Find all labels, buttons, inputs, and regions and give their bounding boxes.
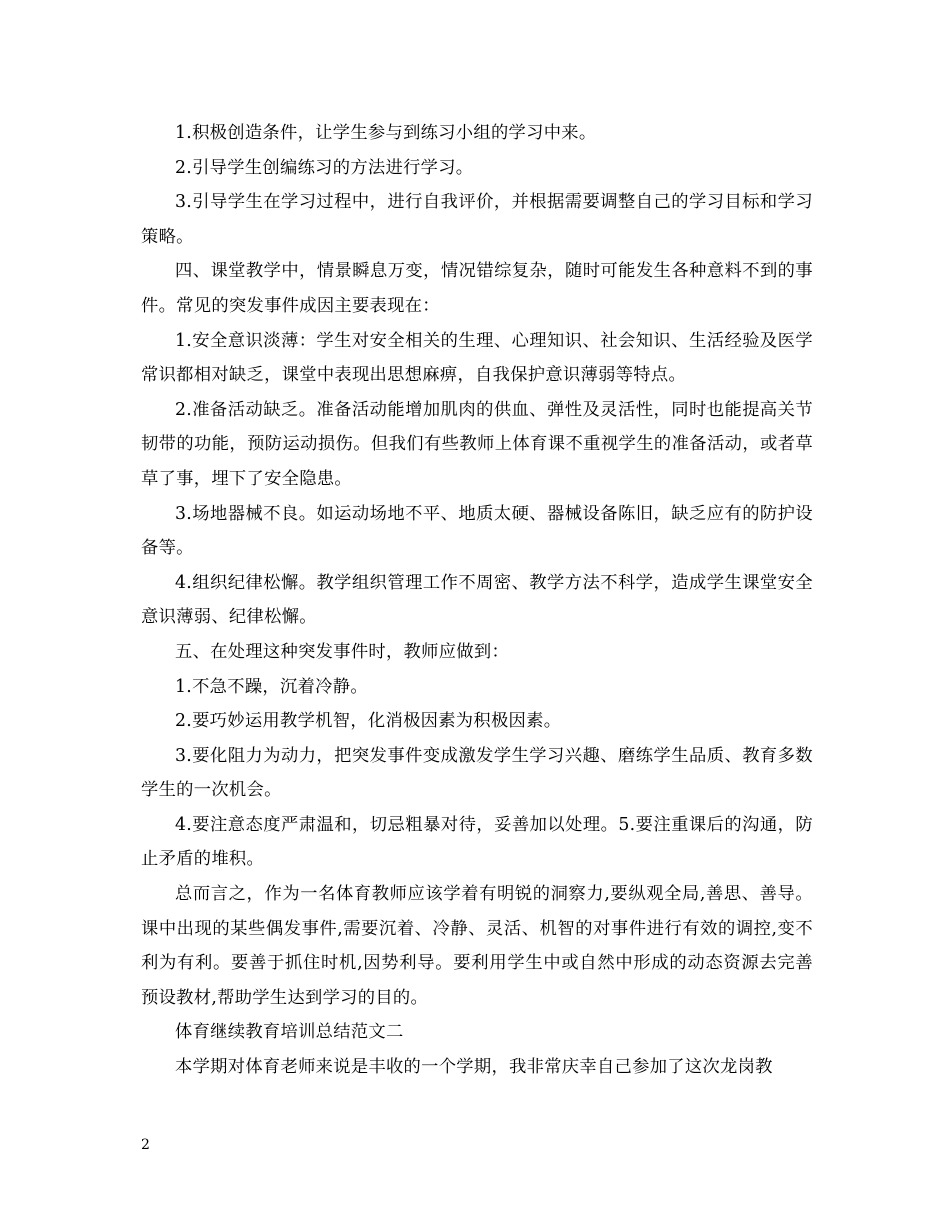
section-heading-paragraph: 五、在处理这种突发事件时，教师应做到： [175, 641, 510, 662]
paragraph: 本学期对体育老师来说是丰收的一个学期，我非常庆幸自己参加了这次龙岗教 [175, 1057, 773, 1078]
summary-paragraph: 总而言之，作为一名体育教师应该学着有明锐的洞察力,要纵观全局,善思、善导。课中出现的某些偶发事件,需要沉着、冷静、灵活、机智的对事件进行有效的调控,变不利为有利。要善于抓住时机,因势利导。要利用学生中或自然中形成的动态资源去完善预设教材,帮助学生达到学习的目的。 [141, 884, 813, 1008]
paragraph: 1.安全意识淡薄：学生对安全相关的生理、心理知识、社会知识、生活经验及医学常识都相对缺乏，课堂中表现出思想麻痹，自我保护意识薄弱等特点。 [141, 330, 813, 386]
paragraph: 3.引导学生在学习过程中，进行自我评价，并根据需要调整自己的学习目标和学习策略。 [141, 192, 813, 247]
article-title: 体育继续教育培训总结范文二 [175, 1022, 404, 1043]
paragraph: 1.不急不躁，沉着冷静。 [175, 676, 368, 697]
paragraph: 4.要注意态度严肃温和，切忌粗暴对待，妥善加以处理。5.要注重课后的沟通，防止矛盾的堆积。 [141, 814, 813, 870]
page-number: 2 [141, 1137, 150, 1153]
section-heading-paragraph: 四、课堂教学中，情景瞬息万变，情况错综复杂，随时可能发生各种意料不到的事件。常见的突发事件成因主要表现在： [141, 261, 813, 316]
paragraph: 2.准备活动缺乏。准备活动能增加肌肉的供血、弹性及灵活性，同时也能提高关节韧带的功能，预防运动损伤。但我们有些教师上体育课不重视学生的准备活动，或者草草了事，埋下了安全隐患。 [141, 399, 813, 489]
paragraph: 2.引导学生创编练习的方法进行学习。 [175, 157, 474, 178]
paragraph: 3.场地器械不良。如运动场地不平、地质太硬、器械设备陈旧，缺乏应有的防护设备等。 [141, 503, 813, 559]
body-text [141, 116, 813, 1085]
paragraph: 2.要巧妙运用教学机智，化消极因素为积极因素。 [175, 711, 562, 732]
paragraph: 3.要化阻力为动力，把突发事件变成激发学生学习兴趣、磨练学生品质、教育多数学生的一次机会。 [141, 745, 813, 801]
paragraph: 4.组织纪律松懈。教学组织管理工作不周密、教学方法不科学，造成学生课堂安全意识薄弱、纪律松懈。 [141, 572, 813, 628]
paragraph: 1.积极创造条件，让学生参与到练习小组的学习中来。 [175, 123, 597, 143]
